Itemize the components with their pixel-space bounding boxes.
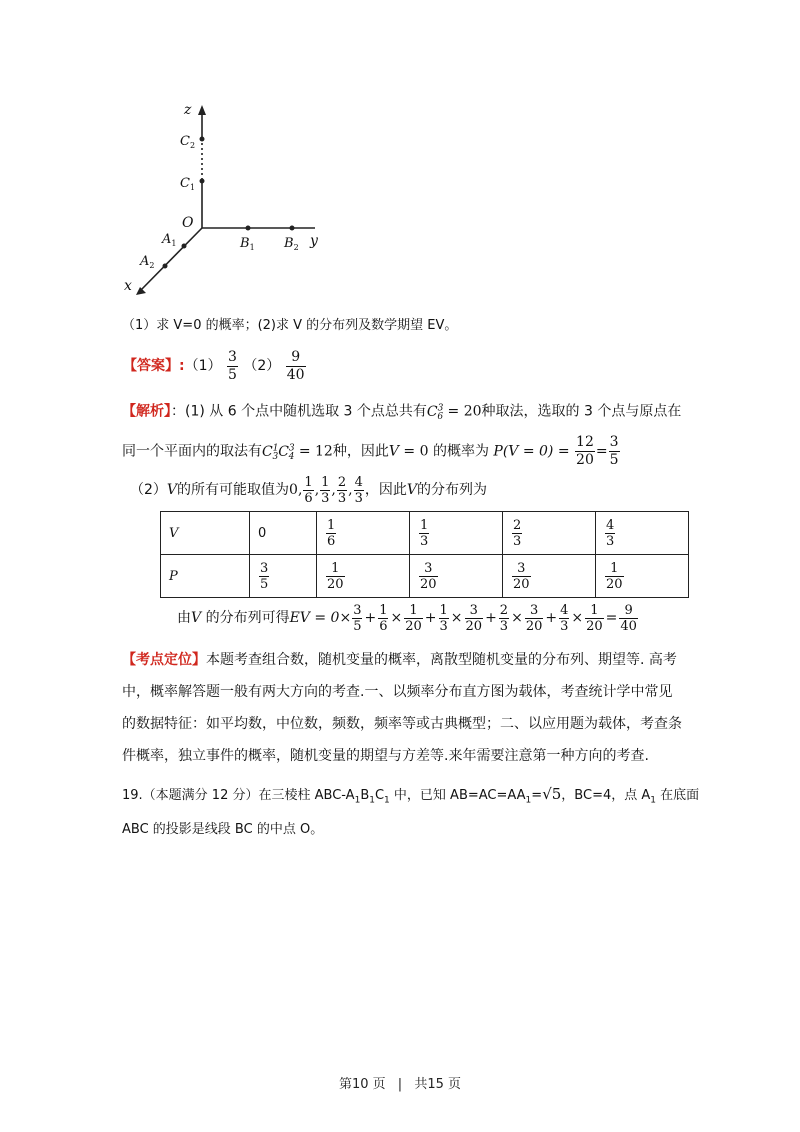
ev-text-a: 由 xyxy=(177,610,191,626)
ev-fraction: $\frac{3}{20}$ xyxy=(525,602,543,634)
z-axis-label: z xyxy=(184,102,192,118)
cell-fraction: $\frac{1}{3}$ xyxy=(419,517,429,549)
comma: , xyxy=(331,482,336,498)
value-fraction: $\frac{1}{6}$ xyxy=(304,474,313,506)
product-value: = 12 xyxy=(294,443,333,460)
comma: , xyxy=(348,482,353,498)
table-cell: 0 xyxy=(250,512,317,555)
var-v: V xyxy=(388,443,399,460)
combination-product: $C^1_3C^3_4$ xyxy=(262,443,295,463)
analysis-text-3b: 的所有可能取值为 xyxy=(177,482,290,498)
analysis-line-2 xyxy=(122,430,621,475)
answer-line xyxy=(123,346,307,386)
answer-colon: : xyxy=(179,358,185,374)
ev-fraction: $\frac{2}{3}$ xyxy=(499,602,509,634)
analysis-text-1a: ：(1) 从 6 个点中随机选取 3 个点总共有 xyxy=(171,403,427,420)
combination-value: = 20 xyxy=(443,403,482,420)
ev-fraction: $\frac{9}{40}$ xyxy=(620,602,637,634)
kaodian-tag: 【考点定位】 xyxy=(122,652,206,668)
kaodian-line-4: 件概率，独立事件的概率，随机变量的期望与方差等.来年需要注意第一种方向的考查. xyxy=(122,748,649,764)
analysis-text-1b: 种取法，选取的 3 个点与原点在 xyxy=(481,403,682,420)
ev-fraction: $\frac{1}{20}$ xyxy=(586,602,603,634)
answer-label-1: （1） xyxy=(184,358,222,374)
value-zero: 0, xyxy=(289,482,303,498)
ev-fraction: $\frac{1}{20}$ xyxy=(405,602,422,634)
table-row xyxy=(161,512,689,555)
point-a2 xyxy=(163,264,168,269)
cell-fraction: $\frac{1}{6}$ xyxy=(326,517,336,549)
possible-values xyxy=(302,474,364,506)
analysis-line-1 xyxy=(122,398,681,427)
operator: × xyxy=(390,610,403,626)
fraction-3-5: $\frac{3}{5}$ xyxy=(609,434,619,469)
table-row xyxy=(161,555,689,598)
table-row-label-p: P xyxy=(161,555,250,598)
table-cell xyxy=(409,512,502,555)
table-cell xyxy=(502,512,595,555)
label-b1: $B_1$ xyxy=(240,236,255,252)
analysis-text-2c: = 0 的概率为 xyxy=(398,443,489,460)
part-2-label: （2） xyxy=(130,482,167,498)
analysis-text-2b: 种，因此 xyxy=(332,443,389,460)
kaodian-line-1 xyxy=(122,650,677,670)
ev-terms xyxy=(351,602,639,634)
label-c1: $C_1$ xyxy=(180,176,196,192)
kaodian-line-2: 中，概率解答题一般有两大方向的考查.一、以频率分布直方图为载体，考查统计学中常见 xyxy=(122,684,673,700)
operator: × xyxy=(511,610,523,626)
distribution-table xyxy=(160,511,689,598)
var-v: V xyxy=(406,482,418,498)
var-v: V xyxy=(191,610,202,626)
table-cell xyxy=(409,555,502,598)
ev-fraction: $\frac{3}{5}$ xyxy=(353,602,362,634)
point-b2 xyxy=(290,226,295,231)
value-fraction: $\frac{1}{3}$ xyxy=(321,474,330,506)
point-c2 xyxy=(200,137,205,142)
analysis-tag: 【解析】 xyxy=(122,403,171,420)
origin-label: O xyxy=(182,215,194,231)
label-b2: $B_2$ xyxy=(284,236,299,252)
label-a1: $A_1$ xyxy=(162,232,177,248)
z-arrow xyxy=(198,105,206,115)
comma: , xyxy=(314,482,320,498)
analysis-text-2a: 同一个平面内的取法有 xyxy=(122,443,262,460)
cell-fraction: $\frac{3}{5}$ xyxy=(260,560,269,592)
operator: + xyxy=(364,610,377,626)
page-footer xyxy=(0,1073,800,1092)
question-19-line-2: ABC 的投影是线段 BC 的中点 O。 xyxy=(122,822,324,837)
analysis-text-3d: 的分布列为 xyxy=(417,482,488,498)
question-parts: （1）求 V=0 的概率；(2)求 V 的分布列及数学期望 EV。 xyxy=(122,318,458,333)
x-axis-label: x xyxy=(124,278,132,294)
sqrt-5: √5 xyxy=(542,785,562,803)
answer-fraction-1: $\frac{3}{5}$ xyxy=(227,348,237,383)
y-axis-label: y xyxy=(310,233,318,249)
table-cell xyxy=(595,555,688,598)
value-fraction: $\frac{4}{3}$ xyxy=(354,474,363,506)
table-cell xyxy=(316,555,409,598)
kaodian-text-1: 本题考查组合数，随机变量的概率，离散型随机变量的分布列、期望等. 高考 xyxy=(206,652,677,668)
kaodian-line-3: 的数据特征：如平均数，中位数，频数，频率等或古典概型；二、以应用题为载体，考查条 xyxy=(122,716,682,732)
equals-sign: = xyxy=(595,443,608,460)
table-row-label-v: V xyxy=(161,512,250,555)
point-a1 xyxy=(182,244,187,249)
analysis-text-3c: ，因此 xyxy=(364,482,407,498)
total-pages: 共15 页 xyxy=(414,1077,462,1092)
ev-text-b: 的分布列可得 xyxy=(205,610,290,626)
cell-fraction: $\frac{2}{3}$ xyxy=(512,517,522,549)
cell-fraction: $\frac{4}{3}$ xyxy=(605,517,615,549)
label-a2: $A_2$ xyxy=(140,254,155,270)
table-cell xyxy=(250,555,317,598)
point-c1 xyxy=(200,179,205,184)
expectation-line xyxy=(177,598,639,638)
prob-expression: P(V = 0) = xyxy=(493,443,570,460)
answer-label-2: （2） xyxy=(243,358,281,374)
answer-tag: 【答案】 xyxy=(123,358,179,374)
footer-separator: | xyxy=(397,1077,403,1092)
ev-fraction: $\frac{3}{20}$ xyxy=(465,602,483,634)
ev-expression-start: EV = 0× xyxy=(289,610,352,626)
cell-fraction: $\frac{3}{20}$ xyxy=(419,560,437,592)
var-v: V xyxy=(166,482,178,498)
operator: × xyxy=(450,610,463,626)
question-19-line-1: 19.（本题满分 12 分）在三棱柱 ABC-$A_1B_1C_1$ 中，已知 $AB=AC=AA_1=√5$，BC=4，点 $A_1$ 在底面 xyxy=(122,785,700,806)
operator: × xyxy=(571,610,584,626)
operator: = xyxy=(605,610,618,626)
x-arrow xyxy=(136,287,146,295)
table-cell xyxy=(502,555,595,598)
cell-fraction: $\frac{1}{20}$ xyxy=(326,560,344,592)
answer-fraction-2: $\frac{9}{40}$ xyxy=(286,348,305,383)
operator: + xyxy=(485,610,497,626)
label-c2: $C_2$ xyxy=(180,134,196,150)
ev-fraction: $\frac{4}{3}$ xyxy=(560,602,569,634)
page-number: 第10 页 xyxy=(338,1077,386,1092)
cell-fraction: $\frac{1}{20}$ xyxy=(605,560,623,592)
cell-fraction: $\frac{3}{20}$ xyxy=(512,560,530,592)
coordinate-axes-figure xyxy=(110,95,340,300)
value-fraction: $\frac{2}{3}$ xyxy=(337,474,347,506)
ev-fraction: $\frac{1}{6}$ xyxy=(379,602,388,634)
combination-c63: $C^3_6$ xyxy=(426,403,444,423)
table-cell xyxy=(595,512,688,555)
table-cell xyxy=(316,512,409,555)
operator: + xyxy=(424,610,437,626)
analysis-line-3 xyxy=(130,472,487,508)
point-b1 xyxy=(246,226,251,231)
fraction-12-20: $\frac{12}{20}$ xyxy=(576,434,594,469)
ev-fraction: $\frac{1}{3}$ xyxy=(439,602,448,634)
operator: + xyxy=(545,610,558,626)
